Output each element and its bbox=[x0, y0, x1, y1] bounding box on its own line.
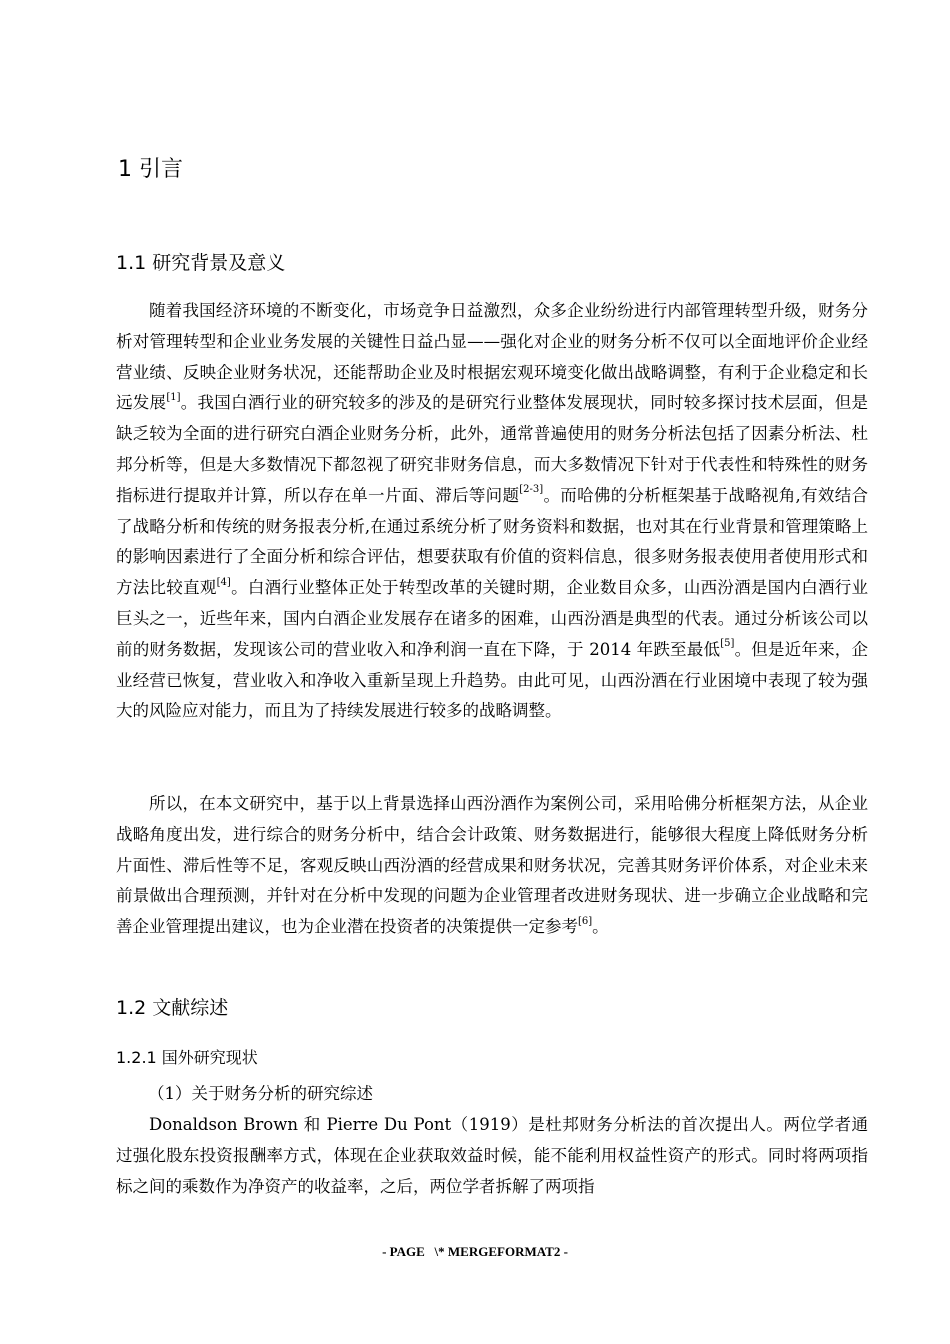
text-span: 。 bbox=[592, 917, 609, 937]
section-heading-1-2: 1.2 文献综述 bbox=[116, 997, 229, 1019]
paragraph-significance bbox=[116, 789, 868, 943]
list-item-heading: （1）关于财务分析的研究综述 bbox=[148, 1084, 373, 1103]
paragraph-literature: Donaldson Brown 和 Pierre Du Pont（1919）是杜邦财务分析法的首次提出人。两位学者通过强化股东投资报酬率方式，体现在企业获取效益时候，能不能利用权益性资产的形式。同时将两项指标之间的乘数作为净资产的收益率，之后，两位学者拆解了两项指 bbox=[116, 1115, 868, 1196]
text-span: 。而哈佛的分析框架基于战略视角,有效结合了战略分析和传统的财务报表分析,在通过系统分析了财务资料和数据，也对其在行业背景和管理策略上的影响因素进行了全面分析和综合评估，想要获取有价值的资料信息，很多财务报表使用者使用形式和方法比较直观 bbox=[116, 485, 868, 598]
citation-ref: [6] bbox=[578, 915, 593, 927]
citation-ref: [1] bbox=[166, 391, 181, 403]
subsection-heading-1-2-1: 1.2.1 国外研究现状 bbox=[116, 1048, 258, 1067]
text-span: 。白酒行业整体正处于转型改革的关键时期，企业数目众多，山西汾酒是国内白酒行业巨头之一，近些年来，国内白酒企业发展存在诸多的困难，山西汾酒是典型的代表。通过分析该公司以前的财务数据，发现该公司的营业收入和净利润一直在下降，于 2014 年跌至最低 bbox=[116, 578, 869, 659]
text-span: 。我国白酒行业的研究较多的涉及的是研究行业整体发展现状，同时较多探讨技术层面，但是缺乏较为全面的进行研究白酒企业财务分析，此外，通常普遍使用的财务分析法包括了因素分析法、杜邦分析等，但是大多数情况下都忽视了研究非财务信息，而大多数情况下针对于代表性和特殊性的财务指标进行提取并计算，所以存在单一片面、滞后等问题 bbox=[116, 393, 869, 505]
citation-ref: [2-3] bbox=[519, 484, 544, 496]
chapter-heading: 1 引言 bbox=[118, 157, 183, 182]
page-footer: - PAGE \* MERGEFORMAT2 - bbox=[382, 1244, 568, 1259]
text-span: 随着我国经济环境的不断变化，市场竞争日益激烈，众多企业纷纷进行内部管理转型升级，财务分析对管理转型和企业业务发展的关键性日益凸显——强化对企业的财务分析不仅可以全面地评价企业经营业绩、反映企业财务状况，还能帮助企业及时根据宏观环境变化做出战略调整，有利于企业稳定和长远发展 bbox=[116, 301, 868, 413]
section-heading-1-1: 1.1 研究背景及意义 bbox=[116, 252, 286, 274]
text-span: 所以，在本文研究中，基于以上背景选择山西汾酒作为案例公司，采用哈佛分析框架方法，从企业战略角度出发，进行综合的财务分析中，结合会计政策、财务数据进行，能够很大程度上降低财务分析片面性、滞后性等不足，客观反映山西汾酒的经营成果和财务状况，完善其财务评价体系，对企业未来前景做出合理预测，并针对在分析中发现的问题为企业管理者改进财务现状、进一步确立企业战略和完善企业管理提出建议，也为企业潜在投资者的决策提供一定参考 bbox=[116, 794, 868, 937]
text-span: 。但是近年来，企业经营已恢复，营业收入和净收入重新呈现上升趋势。由此可见，山西汾酒在行业困境中表现了较为强大的风险应对能力，而且为了持续发展进行较多的战略调整。 bbox=[116, 639, 869, 721]
paragraph-background bbox=[116, 296, 868, 727]
citation-ref: [5] bbox=[720, 638, 735, 650]
citation-ref: [4] bbox=[216, 576, 231, 588]
